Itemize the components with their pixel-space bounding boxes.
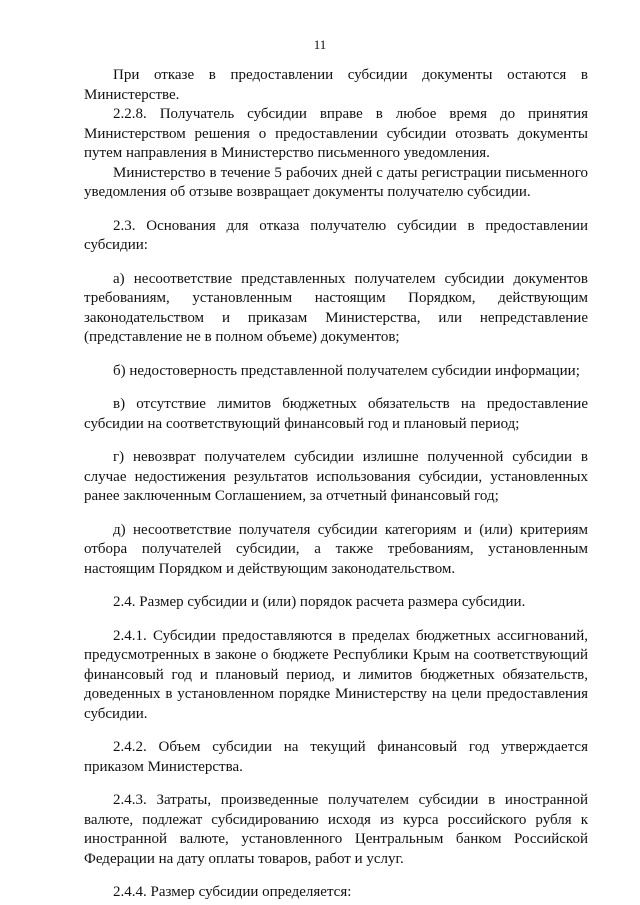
- paragraph-2-4-1: 2.4.1. Субсидии предоставляются в пределах бюджетных ассигнований, предусмотренных в законе о бюджете Республики Крым на соответствующий финансовый год и плановый период, и лимитов бюджетных обязательств, доведенных в установленном порядке Министерству на цели предоставления субсидии.: [84, 627, 588, 722]
- list-item-a: а) несоответствие представленных получателем субсидии документов требованиям, установленным настоящим Порядком, действующим законодательством и приказам Министерства, или непредставление (представление не в полном объеме) документов;: [84, 270, 588, 345]
- paragraph-2-4: 2.4. Размер субсидии и (или) порядок расчета размера субсидии.: [113, 594, 526, 610]
- paragraph-2-2-8: 2.2.8. Получатель субсидии вправе в любое время до принятия Министерством решения о предоставлении субсидии отозвать документы путем направления в Министерство письменного уведомления.: [84, 106, 588, 161]
- paragraph-2-4-3: 2.4.3. Затраты, произведенные получателем субсидии в иностранной валюте, подлежат субсидированию исходя из курса российского рубля к иностранной валюте, установленного Центральным банком Российской Федерации на дату оплаты товаров, работ и услуг.: [84, 792, 588, 867]
- paragraph-2-4-2: 2.4.2. Объем субсидии на текущий финансовый год утверждается приказом Министерства.: [84, 739, 588, 775]
- paragraph-return-documents: Министерство в течение 5 рабочих дней с даты регистрации письменного уведомления об отзыве возвращает документы получателю субсидии.: [84, 164, 588, 200]
- list-item-g: г) невозврат получателем субсидии излишне полученной субсидии в случае недостижения результатов использования субсидии, установленных ранее заключенным Соглашением, за отчетный финансовый год;: [84, 449, 588, 504]
- list-item-d: д) несоответствие получателя субсидии категориям и (или) критериям отбора получателей субсидии, а также требованиям, установленным настоящим Порядком и действующим законодательством.: [84, 521, 588, 577]
- paragraph-2-4-4: 2.4.4. Размер субсидии определяется:: [113, 884, 352, 900]
- list-item-v: в) отсутствие лимитов бюджетных обязательств на предоставление субсидии на соответствующий финансовый год и плановый период;: [84, 396, 588, 432]
- list-item-b: б) недостоверность представленной получателем субсидии информации;: [113, 362, 580, 379]
- paragraph-refusal-documents: При отказе в предоставлении субсидии документы остаются в Министерстве.: [84, 67, 588, 103]
- page-number: 11: [313, 37, 327, 52]
- page-content: [84, 66, 588, 903]
- paragraph-2-3: 2.3. Основания для отказа получателю субсидии в предоставлении субсидии:: [84, 217, 588, 253]
